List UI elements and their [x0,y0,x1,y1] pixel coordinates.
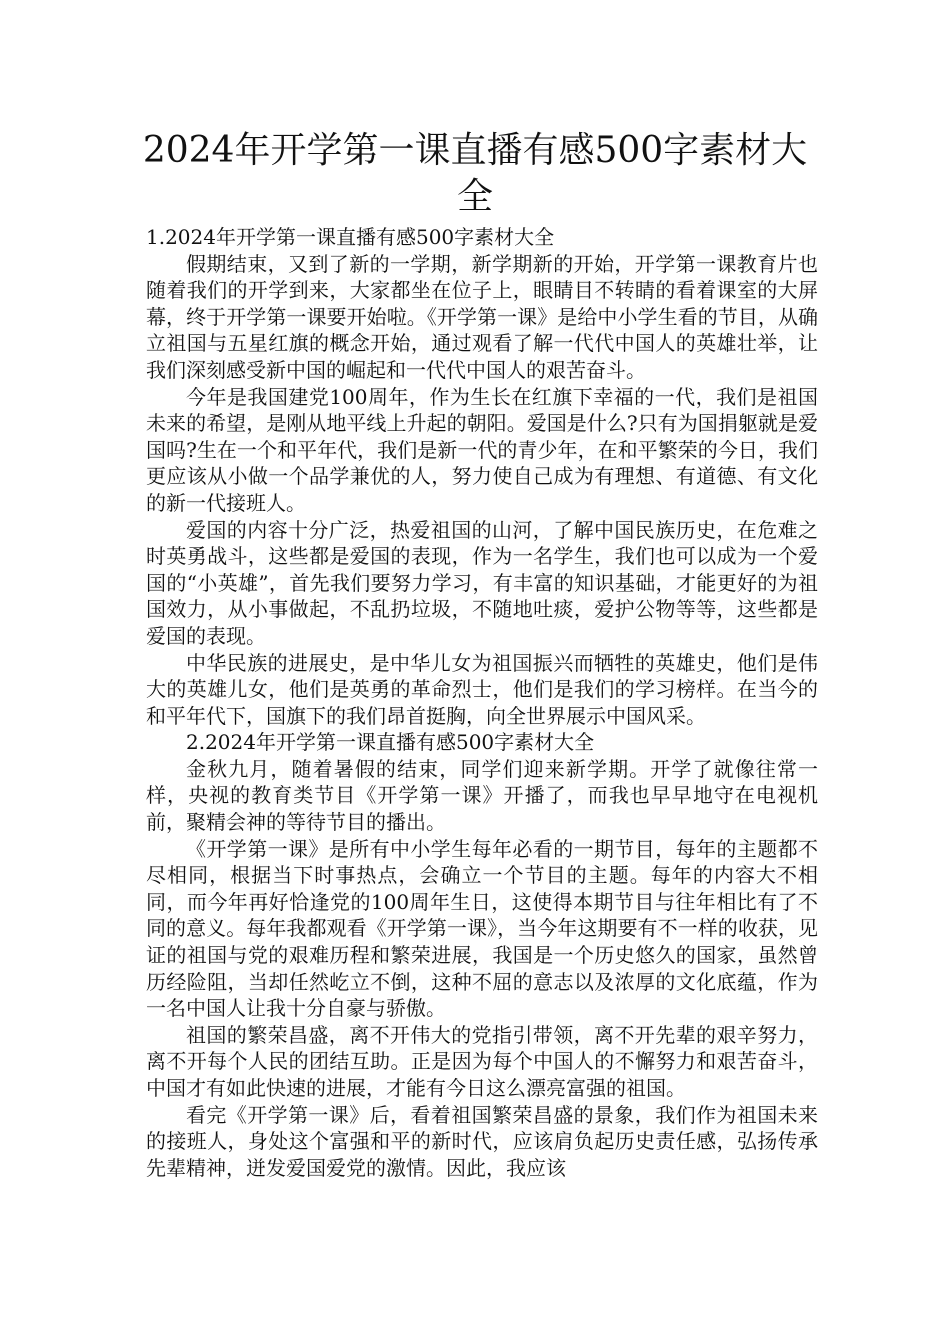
document-title: 2024年开学第一课直播有感500字素材大全 [142,130,808,217]
body-paragraph: 2.2024年开学第一课直播有感500字素材大全 [186,730,595,755]
body-paragraph: 看完《开学第一课》后，看着祖国繁荣昌盛的景象，我们作为祖国未来的接班人，身处这个富强和平的新时代，应该肩负起历史责任感，弘扬传承先辈精神，迸发爱国爱党的激情。因此，我应该 [146,1102,818,1180]
body-paragraph: 爱国的内容十分广泛，热爱祖国的山河，了解中国民族历史，在危难之时英勇战斗，这些都是爱国的表现，作为一名学生，我们也可以成为一个爱国的“小英雄”，首先我们要努力学习，有丰富的知识基础，才能更好的为祖国效力，从小事做起，不乱扔垃圾，不随地吐痰，爱护公物等等，这些都是爱国的表现。 [146,517,818,648]
body-paragraph: 《开学第一课》是所有中小学生每年必看的一期节目，每年的主题都不尽相同，根据当下时事热点，会确立一个节目的主题。每年的内容大不相同，而今年再好恰逢党的100周年生日，这使得本期节目与往年相比有了不同的意义。每年我都观看《开学第一课》，当今年这期要有不一样的收获，见证的祖国与党的艰难历程和繁荣进展，我国是一个历史悠久的国家，虽然曾历经险阻，当却任然屹立不倒，这种不屈的意志以及浓厚的文化底蕴，作为一名中国人让我十分自豪与骄傲。 [146,836,818,1021]
body-paragraph: 祖国的繁荣昌盛，离不开伟大的党指引带领，离不开先辈的艰辛努力，离不开每个人民的团结互助。正是因为每个中国人的不懈努力和艰苦奋斗，中国才有如此快速的进展，才能有今日这么漂亮富强的祖国。 [146,1022,818,1100]
document-body [146,224,818,1181]
body-paragraph: 金秋九月，随着暑假的结束，同学们迎来新学期。开学了就像往常一样，央视的教育类节目《开学第一课》开播了，而我也早早地守在电视机前，聚精会神的等待节目的播出。 [146,756,818,835]
body-paragraph: 今年是我国建党100周年，作为生长在红旗下幸福的一代，我们是祖国未来的希望，是刚从地平线上升起的朝阳。爱国是什么?只有为国捐躯就是爱国吗?生在一个和平年代，我们是新一代的青少年，在和平繁荣的今日，我们更应该从小做一个品学兼优的人，努力使自己成为有理想、有道德、有文化的新一代接班人。 [146,384,818,515]
body-paragraph: 中华民族的进展史，是中华儿女为祖国振兴而牺牲的英雄史，他们是伟大的英雄儿女，他们是英勇的革命烈士，他们是我们的学习榜样。在当今的和平年代下，国旗下的我们昂首挺胸，向全世界展示中国风采。 [146,650,818,728]
body-paragraph: 1.2024年开学第一课直播有感500字素材大全 [146,225,555,249]
body-paragraph: 假期结束，又到了新的一学期，新学期新的开始，开学第一课教育片也随着我们的开学到来，大家都坐在位子上，眼睛目不转睛的看着课室的大屏幕，终于开学第一课要开始啦。《开学第一课》是给中小学生看的节目，从确立祖国与五星红旗的概念开始，通过观看了解一代代中国人的英雄壮举，让我们深刻感受新中国的崛起和一代代中国人的艰苦奋斗。 [146,251,818,382]
